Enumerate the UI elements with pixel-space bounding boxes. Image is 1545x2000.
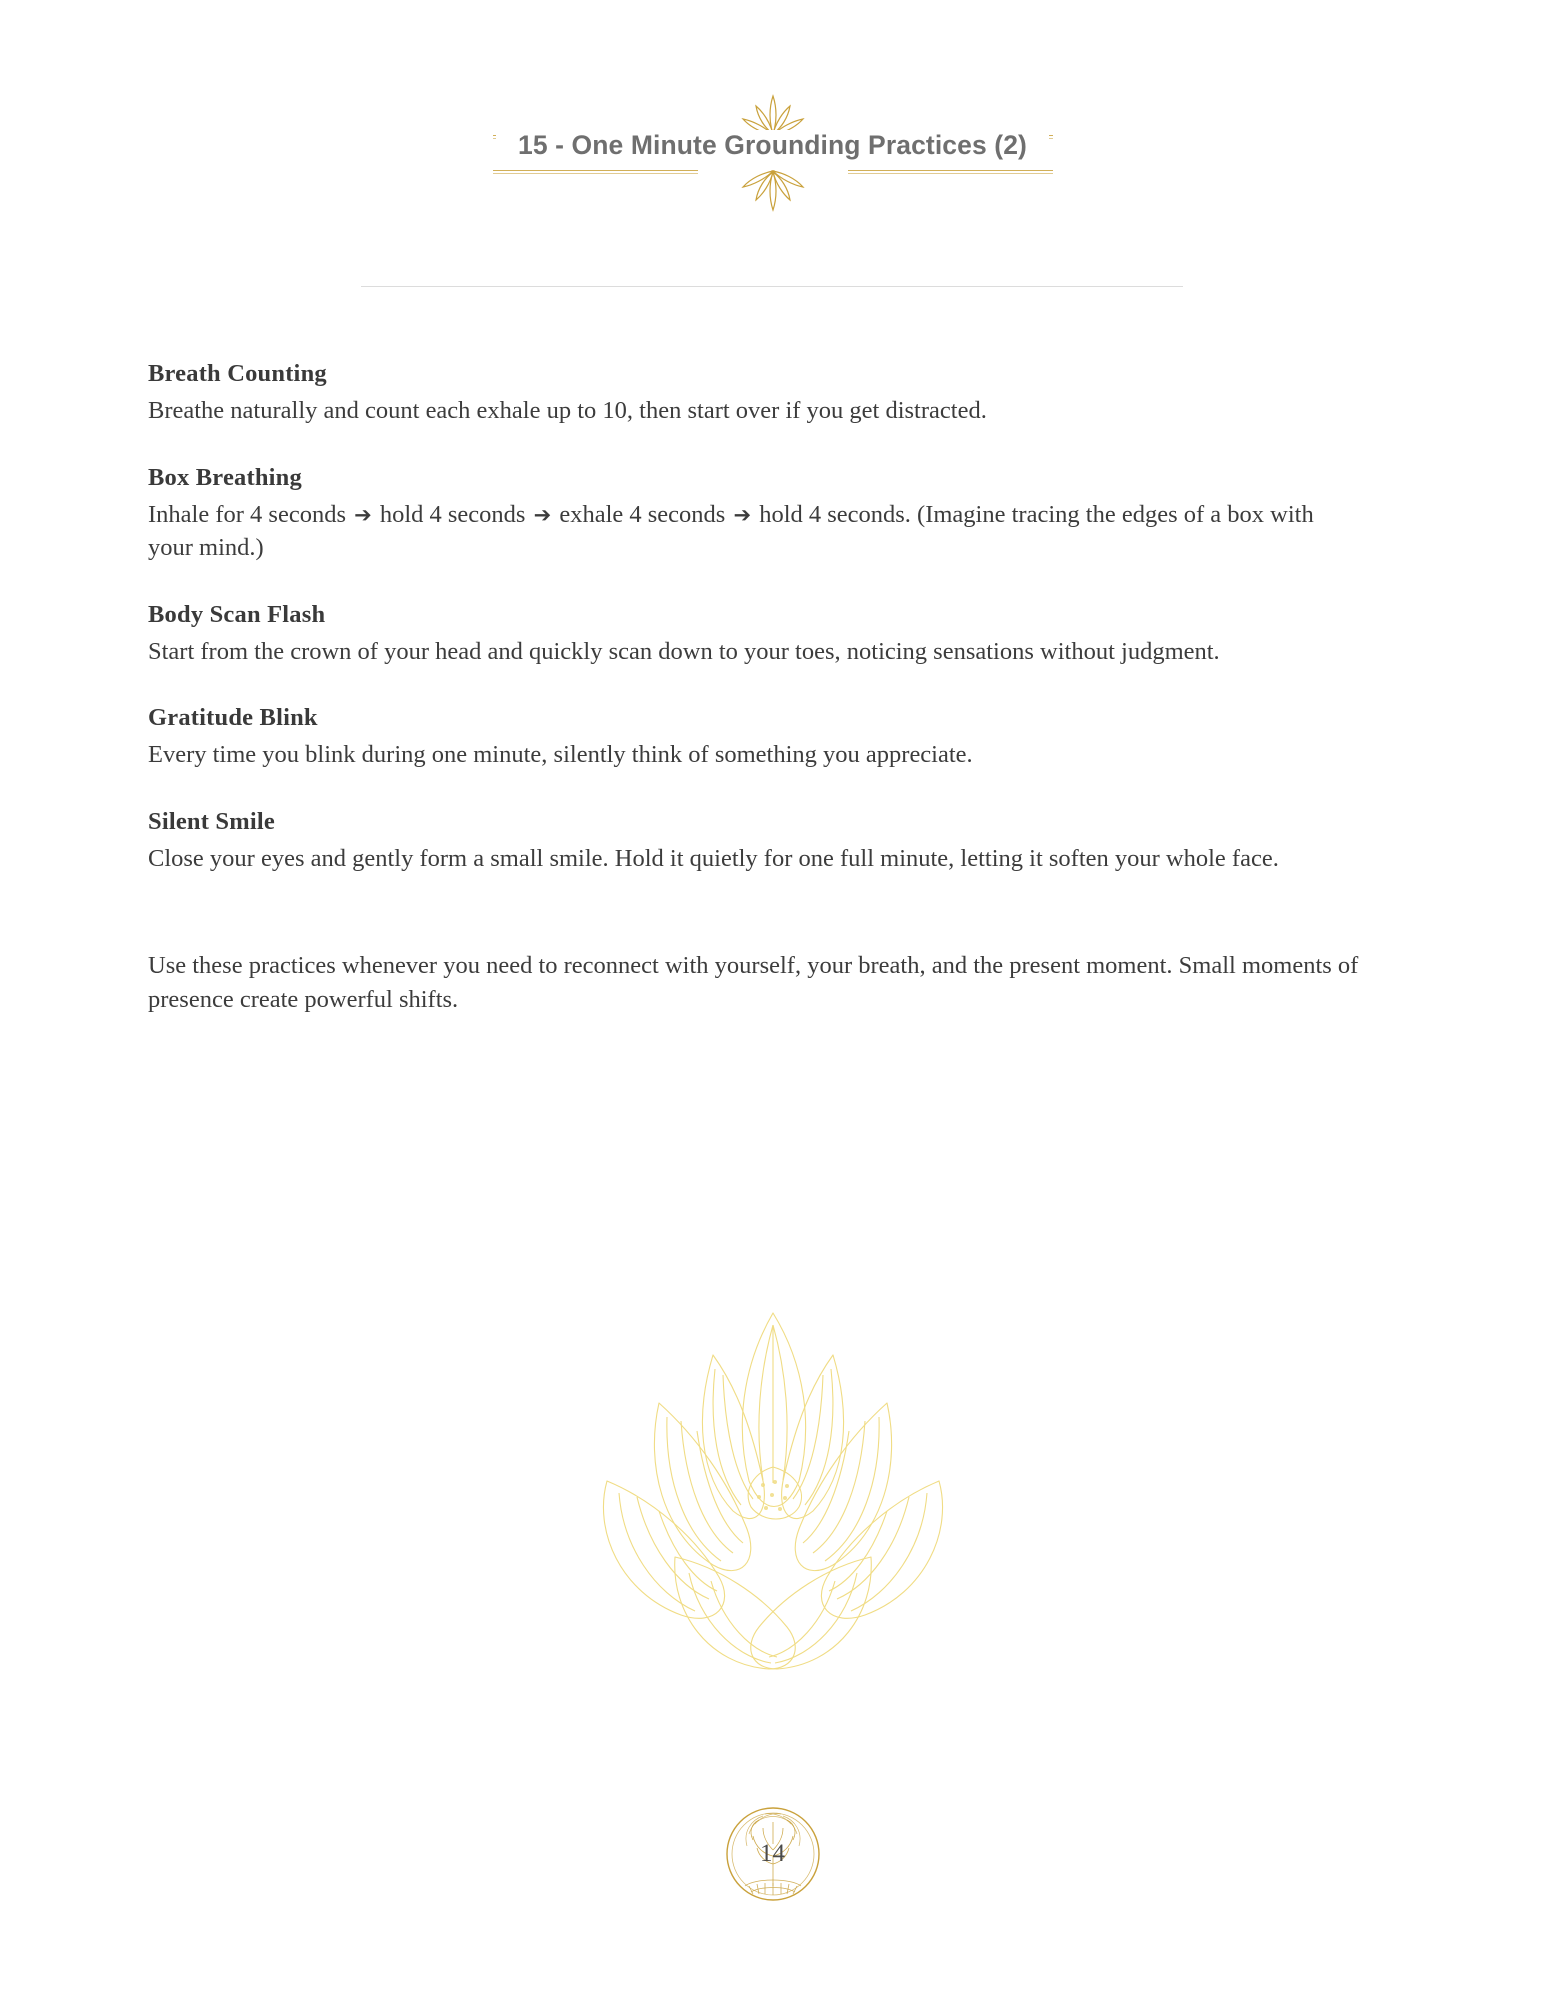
- section-silent-smile: [148, 808, 1388, 876]
- page-number: 14: [760, 1840, 785, 1867]
- section-text: [148, 498, 1363, 565]
- arrow-right-icon: ➔: [354, 502, 372, 527]
- page-title-text: 15 - One Minute Grounding Practices (2): [496, 130, 1049, 160]
- tree-of-life-icon: [719, 1800, 827, 1908]
- header-divider: [361, 286, 1183, 287]
- page-footer: [0, 1800, 1545, 1908]
- section-box-breathing: [148, 464, 1388, 565]
- section-gratitude-blink: [148, 704, 1388, 772]
- section-text: Breathe naturally and count each exhale up to 10, then start over if you get distracted.: [148, 397, 987, 424]
- section-text-part1: Inhale for 4 seconds: [148, 500, 346, 528]
- arrow-right-icon: ➔: [533, 502, 552, 527]
- section-title: Body Scan Flash: [148, 600, 326, 628]
- section-text-part3: exhale 4 seconds: [559, 500, 726, 528]
- section-title: Breath Counting: [148, 360, 327, 387]
- page-header: [0, 88, 1545, 218]
- page-title: [0, 130, 1545, 161]
- arrow-right-icon: ➔: [733, 502, 752, 527]
- section-breath-counting: [148, 360, 1388, 428]
- closing-paragraph: Use these practices whenever you need to reconnect with yourself, your breath, and the present moment. Small moments of presence create powerful shifts.: [148, 952, 1359, 1013]
- section-text-part4: hold 4 seconds. (Imagine tracing the edges of a box with your mind.): [148, 500, 1314, 562]
- document-body: [148, 360, 1388, 1017]
- section-title: Box Breathing: [148, 463, 302, 491]
- section-title: Gratitude Blink: [148, 704, 318, 732]
- section-text: Close your eyes and gently form a small smile. Hold it quietly for one full minute, letting it soften your whole face.: [148, 844, 1279, 872]
- section-text-part2: hold 4 seconds: [379, 500, 526, 528]
- section-title: Silent Smile: [148, 807, 275, 835]
- lotus-flower-illustration: [0, 1285, 1545, 1705]
- section-text: Every time you blink during one minute, silently think of something you appreciate.: [148, 741, 973, 769]
- section-body-scan-flash: [148, 601, 1388, 669]
- lotus-ornament-icon-bottom: [713, 162, 833, 218]
- section-text: Start from the crown of your head and quickly scan down to your toes, noticing sensations without judgment.: [148, 637, 1220, 665]
